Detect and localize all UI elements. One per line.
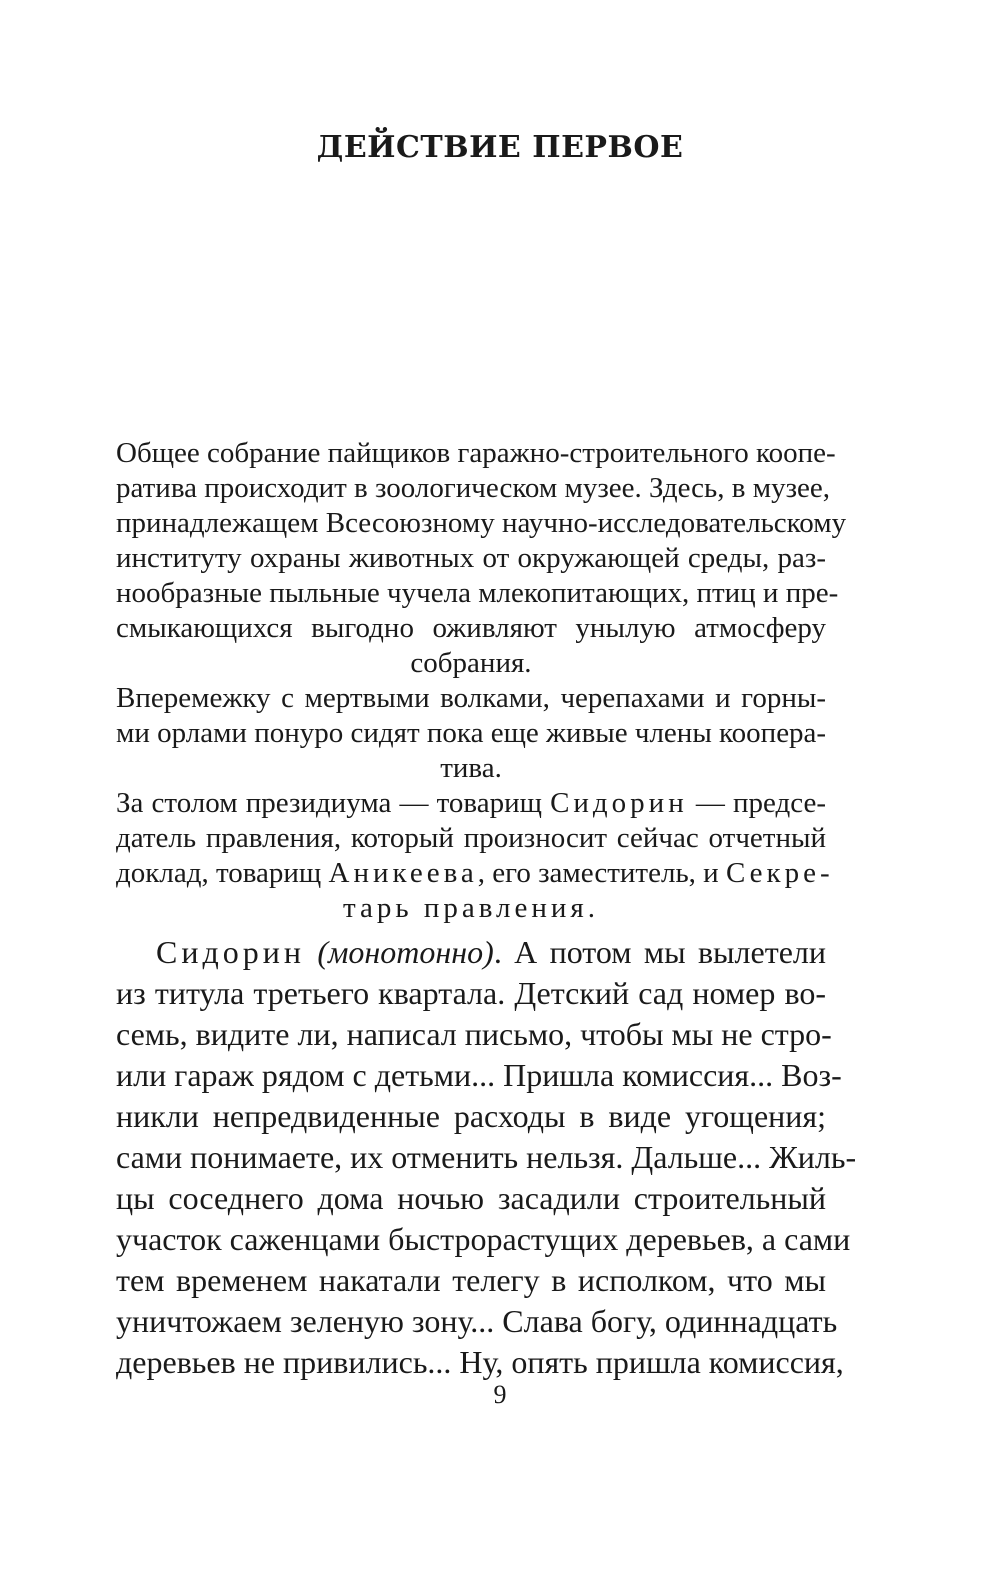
dialogue-line: из титула третьего квартала. Детский сад номер во- <box>116 975 826 1011</box>
dialogue-block <box>116 932 857 1383</box>
character-name: Сидорин <box>550 787 688 819</box>
stage-line: датель правления, который произносит сейчас отчетный <box>116 822 826 854</box>
stage-line: Вперемежку с мертвыми волками, черепахами и горны- <box>116 682 826 714</box>
stage-direction <box>116 436 847 926</box>
stage-line: Общее собрание пайщиков гаражно-строительного коопе- <box>116 437 836 469</box>
stage-line: институту охраны животных от окружающей среды, раз- <box>116 542 826 574</box>
stage-line: нообразные пыльные чучела млекопитающих, птиц и пре- <box>116 577 839 609</box>
page-number: 9 <box>493 1380 507 1409</box>
stage-line: собрания. <box>410 647 532 679</box>
stage-line: принадлежащем Всесоюзному научно-исследовательскому <box>116 507 847 539</box>
dialogue-line: деревьев не привились... Ну, опять пришла комиссия, <box>116 1344 844 1380</box>
character-name: Аникеева <box>328 857 478 889</box>
dialogue-line: семь, видите ли, написал письмо, чтобы мы не стро- <box>116 1016 832 1052</box>
stage-text: — предсе- <box>687 787 826 819</box>
stage-line: ратива происходит в зоологическом музее. Здесь, в музее, <box>116 472 831 504</box>
character-name: тарь правления. <box>342 892 600 924</box>
dialogue-line: участок саженцами быстрорастущих деревьев, а сами <box>116 1221 851 1257</box>
speaker-name: Сидорин <box>156 934 305 970</box>
stage-line <box>116 856 834 891</box>
stage-line: ми орлами понуро сидят пока еще живые члены коопера- <box>116 717 827 749</box>
dialogue-line: уничтожаем зеленую зону... Слава богу, одиннадцать <box>116 1303 838 1339</box>
stage-remark: (монотонно) <box>317 934 494 970</box>
dialogue-line: никли непредвиденные расходы в виде угощения; <box>116 1098 826 1134</box>
stage-text: , его заместитель, и <box>477 857 726 889</box>
act-title: ДЕЙСТВИЕ ПЕРВОЕ <box>316 130 684 165</box>
dialogue-line: тем временем накатали телегу в исполком, что мы <box>116 1262 826 1298</box>
stage-line <box>116 786 826 821</box>
dialogue-line: или гараж рядом с детьми... Пришла комиссия... Воз- <box>116 1057 842 1093</box>
stage-line: тива. <box>440 752 502 784</box>
character-name: Секре- <box>725 857 834 889</box>
stage-line: смыкающихся выгодно оживляют унылую атмосферу <box>116 612 826 644</box>
stage-text: За столом президиума — товарищ <box>116 787 551 819</box>
dialogue-text: . А потом мы вылетели <box>493 934 827 970</box>
dialogue-line: сами понимаете, их отменить нельзя. Дальше... Жиль- <box>116 1139 857 1175</box>
dialogue-line <box>116 932 826 973</box>
dialogue-line: цы соседнего дома ночью засадили строительный <box>116 1180 826 1216</box>
stage-text: доклад, товарищ <box>116 857 329 889</box>
